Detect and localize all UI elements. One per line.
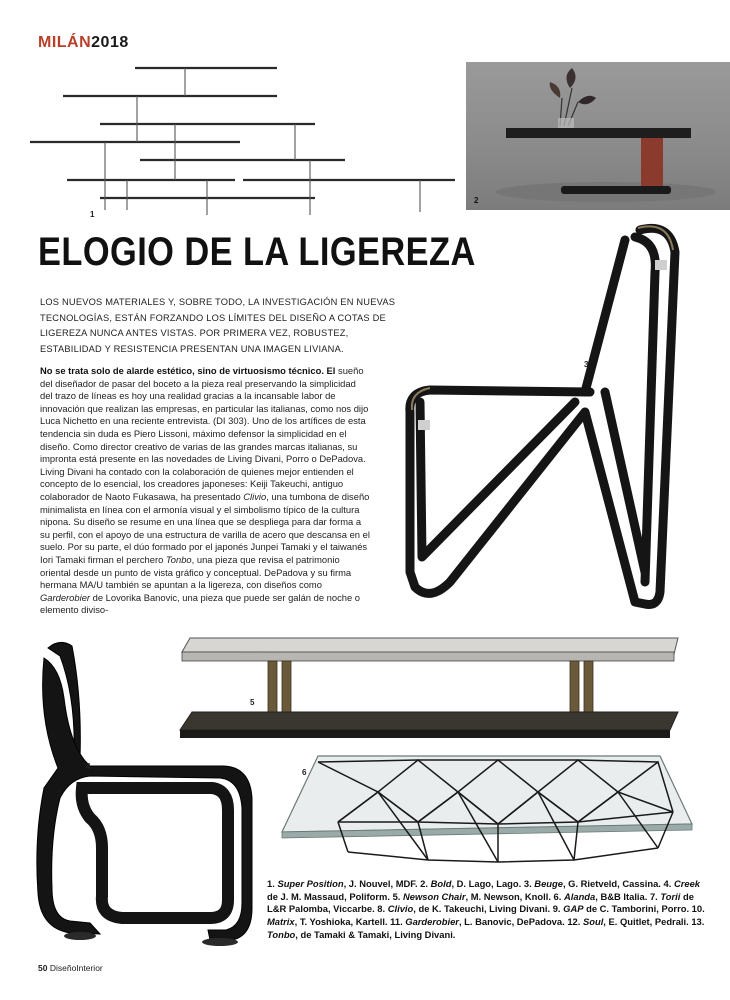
magazine-name: DiseñoInterior — [49, 963, 103, 973]
body-text-1: sueño del diseñador de pasar del boceto a la pieza real preservando la simplicidad del trazo de líneas es hoy una realidad gracias a la incansable labor de innovación que realizan las empresas, en particular las italianas, como nos dijo Luca Nichetto en una reciente entrevista. (DI 303). Uno de los artífices de esta tendencia sin duda es Piero Lissoni, máximo defensor la simplicidad en el diseño. Como director creativo de varias de las grandes marcas italianas, su impronta está presente en las novedades de Living Divani, Porro o DePadova. Living Divani ha contado con la colaboración de quienes mejor entienden el concepto de lo esencial, los creadores japoneses: Keiji Takeuchi, antiguo colaborador de Naoto Fukasawa, ha presentado — [40, 365, 369, 502]
table-photo — [466, 62, 730, 210]
caption-item: 5. Newson Chair, M. Newson, Knoll. — [392, 890, 551, 902]
caption-item: 2. Bold, D. Lago, Lago. — [420, 878, 522, 889]
caption-item: 10. Matrix, T. Yoshioka, Kartell. — [267, 903, 705, 928]
page-footer — [38, 963, 103, 973]
image-number-4: 4 — [86, 762, 91, 771]
caption-item: 12. Soul, E. Quitlet, Pedrali. — [567, 916, 689, 928]
caption-item: 6. Alanda, B&B Italia. — [553, 890, 648, 902]
caption-item: 13. Tonbo, de Tamaki & Tamaki, Living Divani. — [267, 916, 705, 940]
image-number-6: 6 — [302, 768, 307, 777]
caption-item: 7. Torii de L&R Palomba, Viccarbe. — [267, 890, 694, 915]
caption-item: 3. Beuge, G. Rietveld, Cassina. — [523, 878, 661, 889]
black-chair-image — [30, 638, 255, 948]
image-captions — [267, 878, 707, 942]
shelving-image — [25, 60, 465, 220]
tubular-chair-image — [390, 212, 690, 617]
section-year: 2018 — [91, 34, 129, 51]
image-number-3: 3 — [584, 360, 589, 369]
body-tonbo: Tonbo — [165, 553, 192, 565]
caption-item: 11. Garderobier, L. Banovic, DePadova. — [390, 916, 565, 928]
caption-item: 9. GAP de C. Tamborini, Porro. — [552, 903, 690, 915]
body-text-3: , una pieza que revisa el patrimonio oriental desde un punto de vista gráfico y conceptual. DePadova y su firma hermana MA/U también se apuntan a la ligereza, con diseños como — [40, 553, 352, 591]
body-intro: No se trata solo de alarde estético, sino de virtuosismo técnico. El — [40, 365, 336, 376]
caption-item: 4. Creek de J. M. Massaud, Poliform. — [267, 878, 701, 902]
glass-table-image — [278, 752, 698, 867]
article-lead: LOS NUEVOS MATERIALES Y, SOBRE TODO, LA INVESTIGACIÓN EN NUEVAS TECNOLOGÍAS, ESTÁN FORZANDO LOS LÍMITES DEL DISEÑO A COTAS DE LIGEREZA NUNCA ANTES VISTAS. POR PRIMERA VEZ, ROBUSTEZ, ESTABILIDAD Y RESISTENCIA PRESENTAN UNA IMAGEN LIVIANA. — [40, 297, 396, 354]
image-number-1: 1 — [90, 210, 95, 219]
caption-item: 1. Super Position, J. Nouvel, MDF. — [267, 878, 418, 889]
section-header — [38, 34, 129, 52]
image-number-5: 5 — [250, 698, 255, 707]
body-text-4: de Lovorika Banovic, una pieza que puede ser galán de noche o elemento diviso- — [40, 591, 361, 616]
caption-item: 8. Clivio, de K. Takeuchi, Living Divani. — [377, 903, 551, 915]
body-text-2: , una tumbona de diseño minimalista en línea con el armonía visual y el simbolismo típico de la cultura nipona. Su diseño se resume en una línea que se despliega para dar forma a su perfil, con el apoyo de una estructura de varilla de acero que descansa en el suelo. Por su parte, el dúo formado por el japonés Junpei Tamaki y el taiwanés Iori Tamaki firman el perchero — [40, 490, 370, 565]
article-headline: ELOGIO DE LA LIGEREZA — [38, 230, 476, 274]
image-number-2: 2 — [474, 196, 479, 205]
section-label: MILÁN — [38, 34, 92, 51]
body-clivio: Clivio — [243, 490, 267, 502]
article-body — [40, 365, 370, 617]
page-number: 50 — [38, 963, 48, 973]
body-garderobier: Garderobier — [40, 591, 91, 603]
